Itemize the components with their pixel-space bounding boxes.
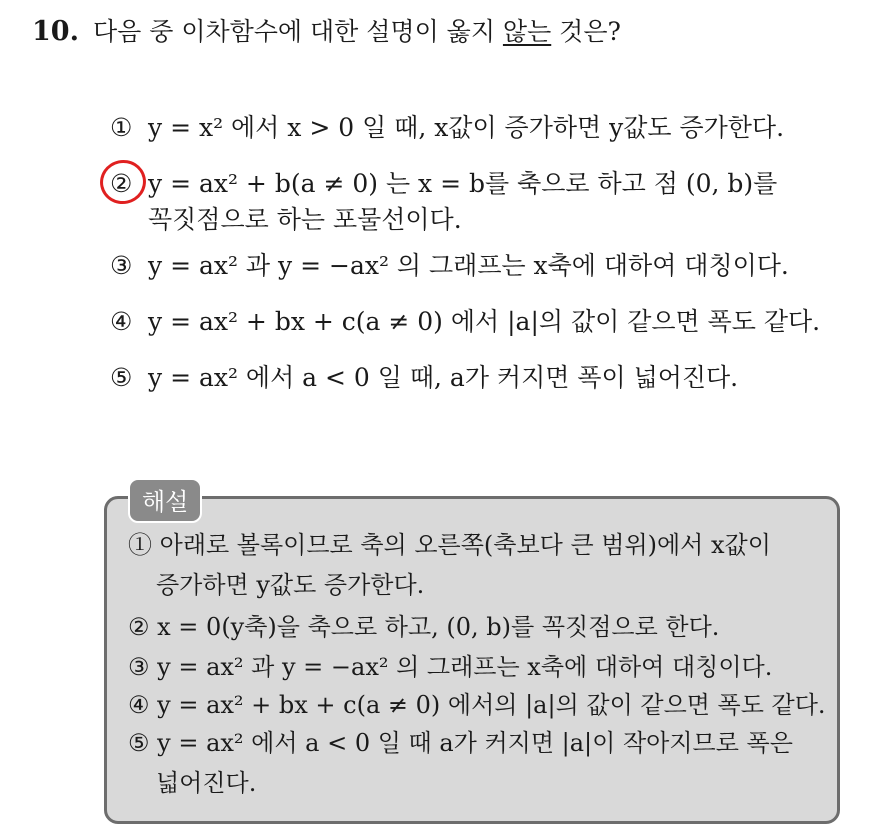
solution-line: 증가하면 y값도 증가한다. — [156, 571, 425, 599]
choice-3[interactable] — [110, 248, 789, 284]
question-stem — [32, 12, 621, 48]
solution-line: ② x = 0(y축)을 축으로 하고, (0, b)를 꼭짓점으로 한다. — [128, 613, 720, 641]
solution-line: 넓어진다. — [156, 769, 257, 797]
solution-line: ③ y = ax² 과 y = −ax² 의 그래프는 x축에 대하여 대칭이다. — [128, 653, 773, 681]
question-text-end: 것은? — [551, 17, 621, 46]
choice-2[interactable] — [110, 166, 777, 202]
choice-text: y = ax² + bx + c(a ≠ 0) 에서 |a|의 값이 같으면 폭도 같다. — [148, 307, 821, 336]
choice-4[interactable] — [110, 304, 820, 340]
choice-number: ① — [110, 113, 133, 142]
question-underlined-word: 않는 — [502, 17, 552, 46]
solution-line: ① 아래로 볼록이므로 축의 오른쪽(축보다 큰 범위)에서 x값이 — [128, 531, 771, 559]
choice-2-continuation: 꼭짓점으로 하는 포물선이다. — [148, 205, 462, 234]
choice-text: y = ax² 과 y = −ax² 의 그래프는 x축에 대하여 대칭이다. — [148, 251, 789, 280]
choice-number: ⑤ — [110, 363, 133, 392]
question-text: 다음 중 이차함수에 대한 설명이 옳지 — [92, 17, 503, 46]
choice-number: ③ — [110, 251, 133, 280]
choice-text: y = x² 에서 x > 0 일 때, x값이 증가하면 y값도 증가한다. — [148, 113, 785, 142]
choice-number: ② — [110, 169, 133, 198]
choice-1[interactable] — [110, 110, 784, 146]
solution-label: 해설 — [128, 478, 202, 523]
question-number: 10. — [32, 16, 79, 47]
choice-number: ④ — [110, 307, 133, 336]
choice-5[interactable] — [110, 360, 738, 396]
choice-text: y = ax² + b(a ≠ 0) 는 x = b를 축으로 하고 점 (0, b)를 — [148, 169, 778, 198]
solution-line: ④ y = ax² + bx + c(a ≠ 0) 에서의 |a|의 값이 같으면 폭도 같다. — [128, 691, 826, 719]
choice-text: y = ax² 에서 a < 0 일 때, a가 커지면 폭이 넓어진다. — [148, 363, 739, 392]
solution-line: ⑤ y = ax² 에서 a < 0 일 때 a가 커지면 |a|이 작아지므로 폭은 — [128, 729, 793, 757]
